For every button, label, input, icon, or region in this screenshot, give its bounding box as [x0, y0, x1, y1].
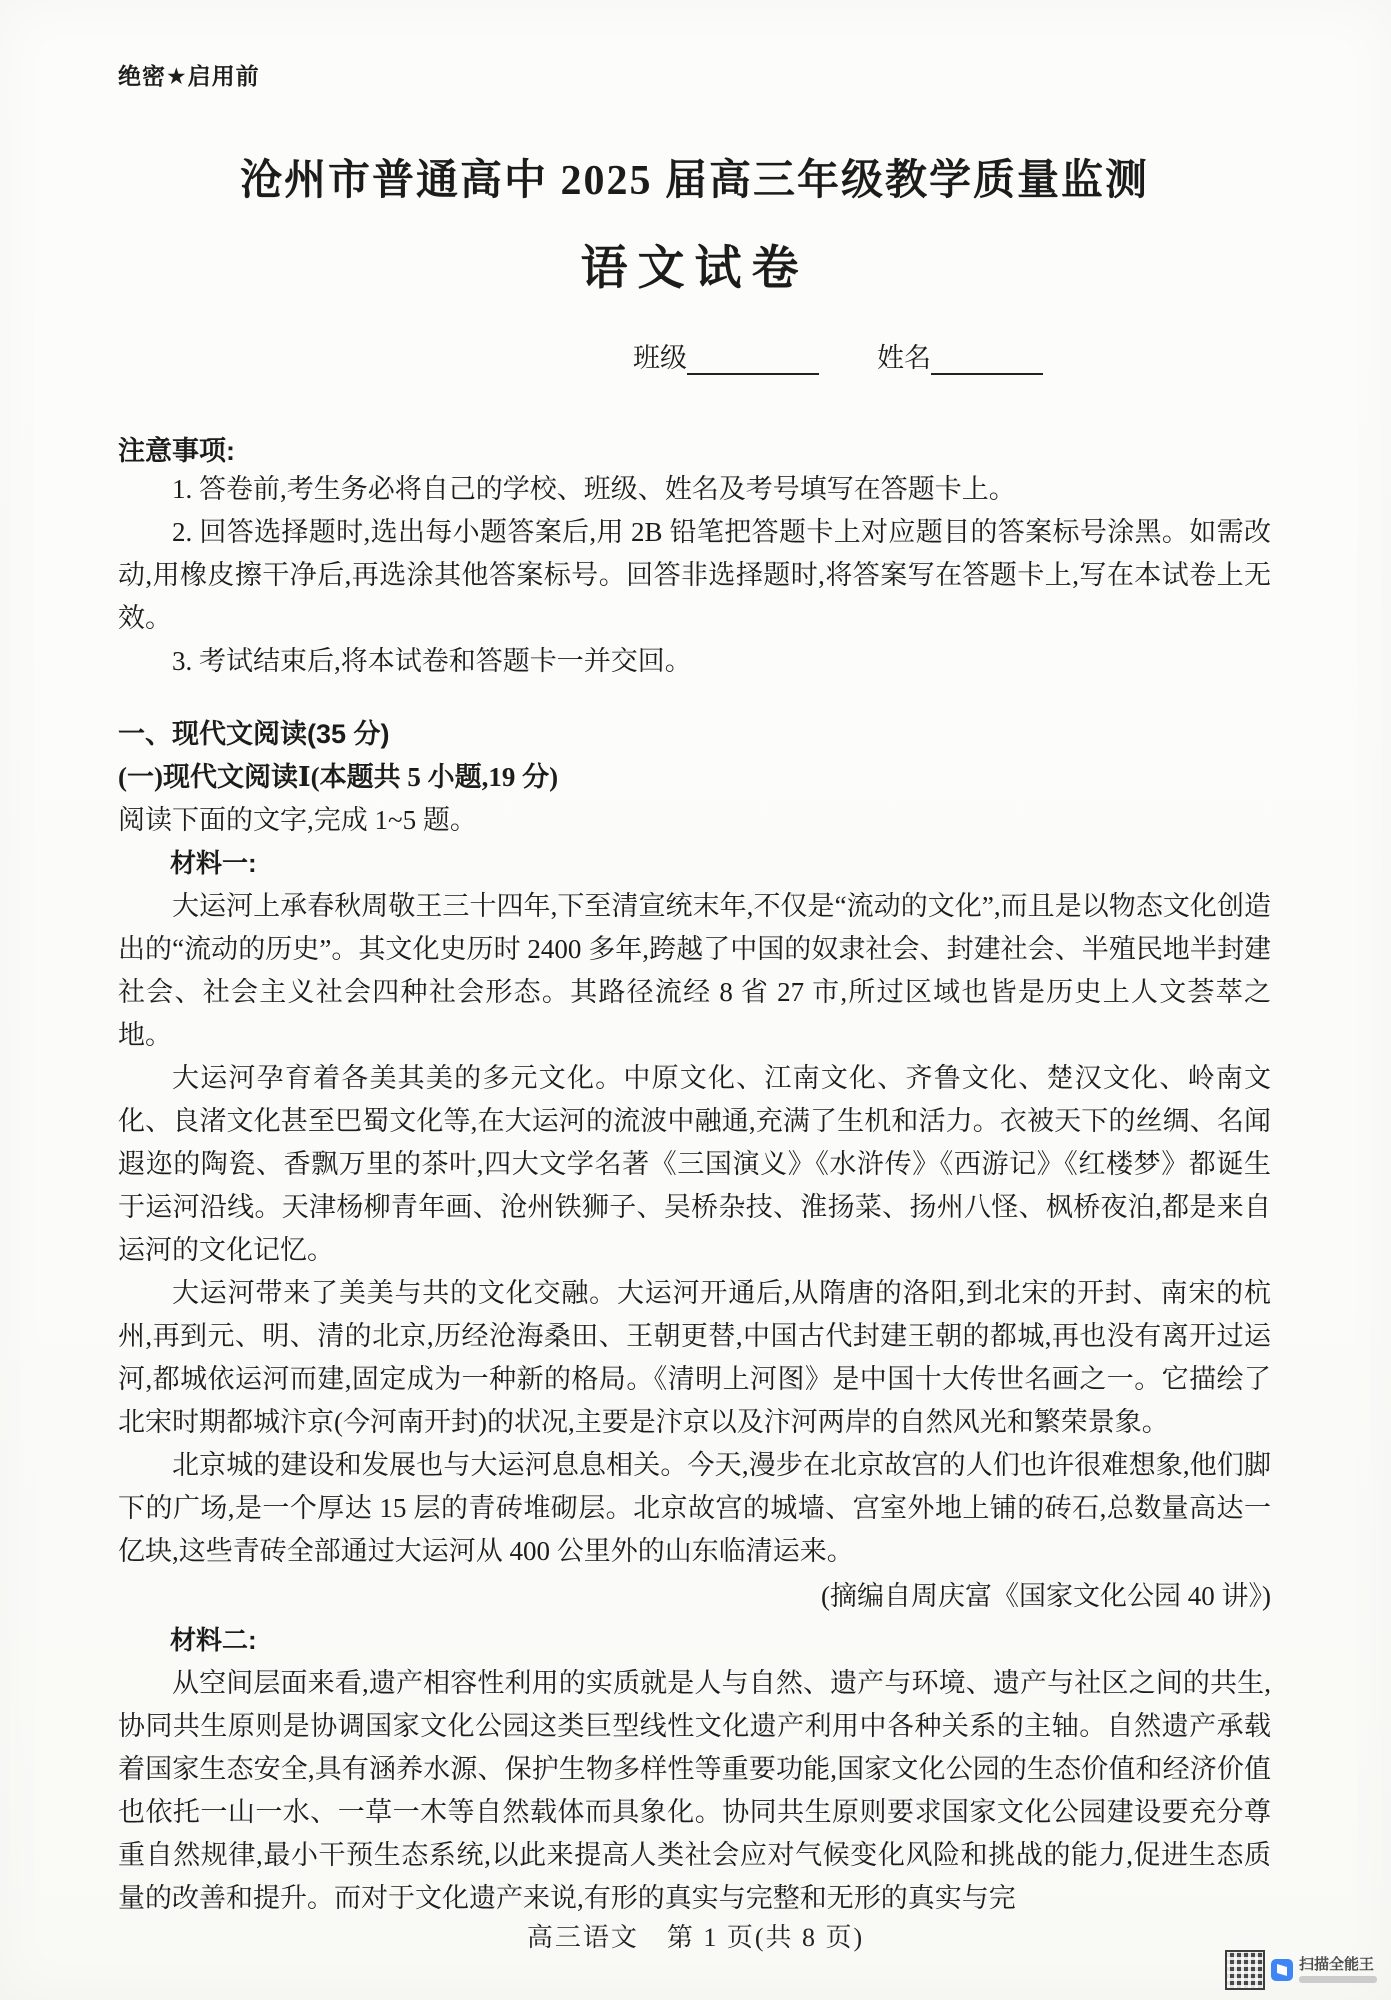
- classification-label: 绝密★启用前: [118, 63, 260, 89]
- notice-heading: 注意事项:: [118, 436, 235, 466]
- notice-item-3: 3. 考试结束后,将本试卷和答题卡一并交回。: [172, 646, 692, 676]
- material1-attribution: (摘编自周庆富《国家文化公园 40 讲》): [821, 1581, 1271, 1611]
- material1-paragraph: 北京城的建设和发展也与大运河息息相关。今天,漫步在北京故宫的人们也许很难想象,他们脚下的广场,是一个厚达 15 层的青砖堆砌层。北京故宫的城墙、宫室外地上铺的砖石,总数量高达一亿块,这些青砖全部通过大运河从 400 公里外的山东临清运来。: [118, 1450, 1271, 1566]
- material2-label: 材料二:: [170, 1625, 257, 1655]
- exam-subject-title: 语文试卷: [580, 243, 809, 295]
- name-field: [877, 336, 1043, 375]
- material1-label: 材料一:: [170, 848, 257, 878]
- material1-paragraph: 大运河孕育着各美其美的多元文化。中原文化、江南文化、齐鲁文化、楚汉文化、岭南文化、良渚文化甚至巴蜀文化等,在大运河的流波中融通,充满了生机和活力。衣被天下的丝绸、名闻遐迩的陶瓷、香飘万里的茶叶,四大文学名著《三国演义》《水浒传》《西游记》《红楼梦》都诞生于运河沿线。天津杨柳青年画、沧州铁狮子、吴桥杂技、淮扬菜、扬州八怪、枫桥夜泊,都是来自运河的文化记忆。: [118, 1063, 1271, 1265]
- material1-paragraph: 大运河带来了美美与共的文化交融。大运河开通后,从隋唐的洛阳,到北宋的开封、南宋的杭州,再到元、明、清的北京,历经沧海桑田、王朝更替,中国古代封建王朝的都城,再也没有离开过运河,都城依运河而建,固定成为一种新的格局。《清明上河图》是中国十大传世名画之一。它描绘了北宋时期都城汴京(今河南开封)的状况,主要是汴京以及汴河两岸的自然风光和繁荣景象。: [118, 1278, 1271, 1437]
- watermark-brand: 扫描全能王: [1299, 1955, 1375, 1973]
- material2-paragraph: 从空间层面来看,遗产相容性利用的实质就是人与自然、遗产与环境、遗产与社区之间的共生,协同共生原则是协调国家文化公园这类巨型线性文化遗产利用中各种关系的主轴。自然遗产承载着国家生态安全,具有涵养水源、保护生物多样性等重要功能,国家文化公园的生态价值和经济价值也依托一山一水、一草一木等自然载体而具象化。协同共生原则要求国家文化公园建设要充分尊重自然规律,最小干预生态系统,以此来提高人类社会应对气候变化风险和挑战的能力,促进生态质量的改善和提升。而对于文化遗产来说,有形的真实与完整和无形的真实与完: [118, 1668, 1271, 1913]
- subsection-heading: (一)现代文阅读Ⅰ(本题共 5 小题,19 分): [118, 762, 559, 792]
- watermark-tagline-bar: [1299, 1976, 1377, 1983]
- material1-paragraph: 大运河上承春秋周敬王三十四年,下至清宣统末年,不仅是“流动的文化”,而且是以物态文化创造出的“流动的历史”。其文化史历时 2400 多年,跨越了中国的奴隶社会、封建社会、半殖民地半封建社会、社会主义社会四种社会形态。其路径流经 8 省 27 市,所过区域也皆是历史上人文荟萃之地。: [118, 891, 1271, 1050]
- watermark-text: [1299, 1957, 1377, 1984]
- section-heading: 一、现代文阅读(35 分): [118, 719, 390, 749]
- class-blank-line: [687, 343, 819, 375]
- name-blank-line: [931, 343, 1043, 375]
- page-footer: 高三语文 第 1 页(共 8 页): [526, 1923, 865, 1952]
- class-field: [633, 336, 867, 375]
- student-info-row: [118, 336, 1271, 375]
- name-label: 姓名: [877, 343, 931, 373]
- camscanner-watermark: [1225, 1950, 1377, 1990]
- notice-item-2: 2. 回答选择题时,选出每小题答案后,用 2B 铅笔把答题卡上对应题目的答案标号涂黑。如需改动,用橡皮擦干净后,再选涂其他答案标号。回答非选择题时,将答案写在答题卡上,写在本试卷上无效。: [118, 517, 1271, 633]
- reading-instruction: 阅读下面的文字,完成 1~5 题。: [118, 805, 477, 835]
- qr-code-icon: [1225, 1950, 1265, 1990]
- class-label: 班级: [633, 343, 687, 373]
- exam-title: 沧州市普通高中 2025 届高三年级教学质量监测: [239, 158, 1149, 204]
- camscanner-icon: [1271, 1959, 1293, 1981]
- notice-item-1: 1. 答卷前,考生务必将自己的学校、班级、姓名及考号填写在答题卡上。: [172, 474, 1016, 504]
